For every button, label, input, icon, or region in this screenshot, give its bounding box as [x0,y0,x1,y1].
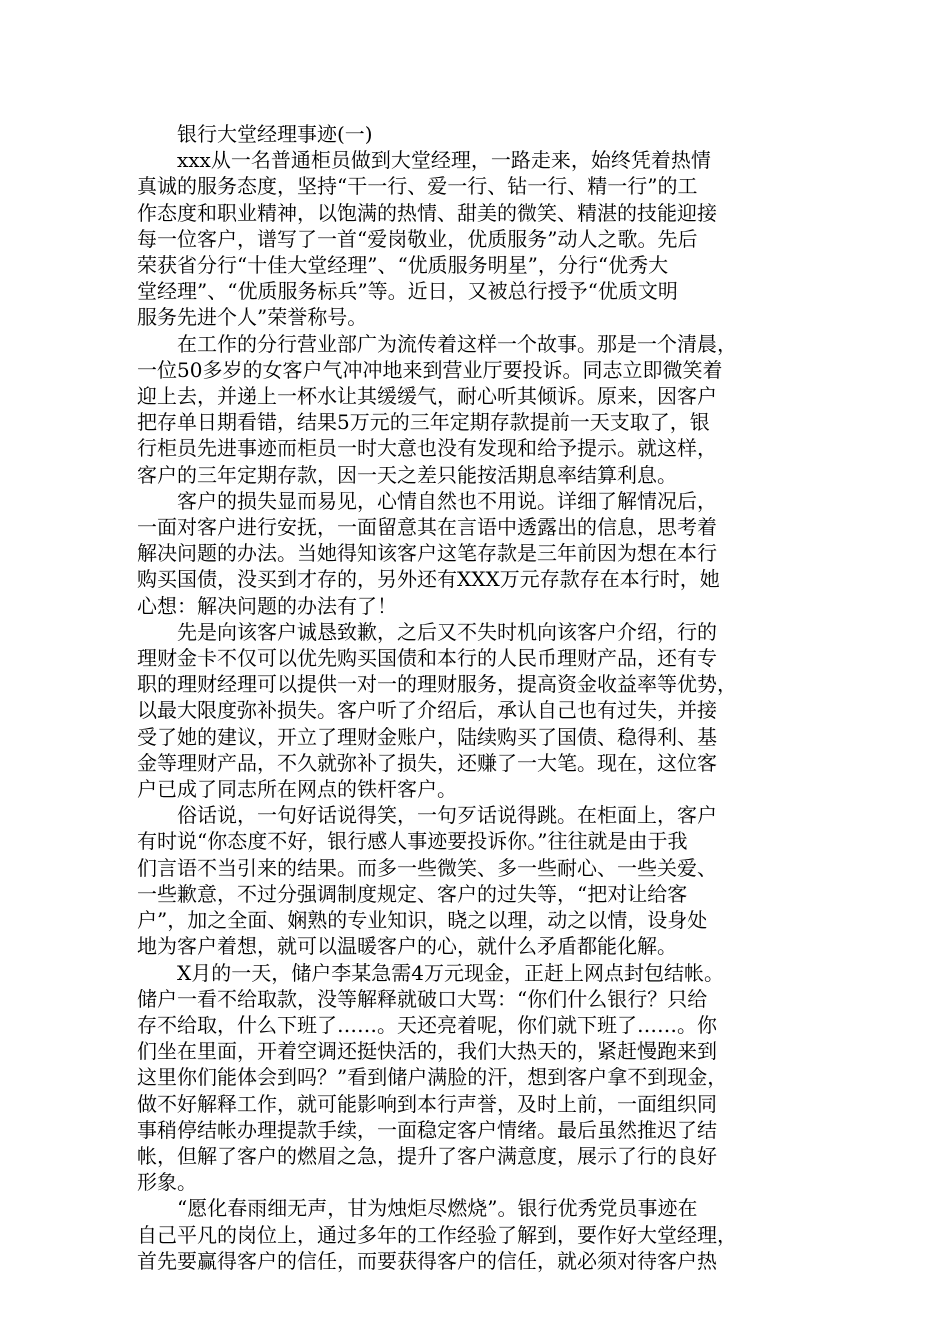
document-page [137,121,805,1274]
paragraph-5: 俗话说，一句好话说得笑，一句歹话说得跳。在柜面上，客户 有时说“你态度不好，银行感人事迹要投诉你。”往往就是由于我 们言语不当引来的结果。而多一些微笑、多一些耐心、一些关爱、 一些歉意，不过分强调制度规定、客户的过失等，“把对让给客 户”，加之全面、娴熟的专业知识，晓之以理，动之以情，设身处 地为客户着想，就可以温暖客户的心，就什么矛盾都能化解。 [137,803,717,959]
paragraph-1: xxx从一名普通柜员做到大堂经理，一路走来，始终凭着热情 真诚的服务态度，坚持“干一行、爱一行、钻一行、精一行”的工 作态度和职业精神，以饱满的热情、甜美的微笑、精湛的技能迎接 每一位客户，谱写了一首“爱岗敬业，优质服务”动人之歌。先后 荣获省分行“十佳大堂经理”、“优质服务明星”，分行“优秀大 堂经理”、“优质服务标兵”等。近日，又被总行授予“优质文明 服务先进个人”荣誉称号。 [137,148,717,330]
paragraph-6: X月的一天，储户李某急需4万元现金，正赶上网点封包结帐。 储户一看不给取款，没等解释就破口大骂：“你们什么银行？只给 存不给取，什么下班了……。天还亮着呢，你们就下班了……。你 们坐在里面，开着空调还挺快活的，我们大热天的，紧赶慢跑来到 这里你们能体会到吗？”看到储户满脸的汗，想到客户拿不到现金， 做不好解释工作，就可能影响到本行声誉，及时上前，一面组织同 事稍停结帐办理提款手续，一面稳定客户情绪。最后虽然推迟了结 帐，但解了客户的燃眉之急，提升了客户满意度，展示了行的良好 形象。 [137,960,728,1195]
paragraph-7: “愿化春雨细无声，甘为烛炬尽燃烧”。银行优秀党员事迹在 自己平凡的岗位上，通过多年的工作经验了解到，要作好大堂经理， 首先要赢得客户的信任，而要获得客户的信任，就必须对待客户热 [137,1196,737,1273]
paragraph-3: 客户的损失显而易见，心情自然也不用说。详细了解情况后， 一面对客户进行安抚，一面留意其在言语中透露出的信息，思考着 解决问题的办法。当她得知该客户这笔存款是三年前因为想在本行 购买国债，没买到才存的，另外还有XXX万元存款存在本行时，她 心想：解决问题的办法有了！ [137,488,720,618]
document-title: 银行大堂经理事迹(一) [177,122,373,146]
paragraph-4: 先是向该客户诚恳致歉，之后又不失时机向该客户介绍，行的 理财金卡不仅可以优先购买国债和本行的人民币理财产品，还有专 职的理财经理可以提供一对一的理财服务，提高资金收益率等优势， 以最大限度弥补损失。客户听了介绍后，承认自己也有过失，并接 受了她的建议，开立了理财金账户，陆续购买了国债、稳得利、基 金等理财产品，不久就弥补了损失，还赚了一大笔。现在，这位客 户已成了同志所在网点的铁杆客户。 [137,619,737,802]
paragraph-2: 在工作的分行营业部广为流传着这样一个故事。那是一个清晨， 一位50多岁的女客户气冲冲地来到营业厅要投诉。同志立即微笑着 迎上去，并递上一杯水让其缓缓气，耐心听其倾诉。原来，因客户 把存单日期看错，结果5万元的三年定期存款提前一天支取了，银 行柜员先进事迹而柜员一时大意也没有发现和给予提示。就这样， 客户的三年定期存款，因一天之差只能按活期息率结算利息。 [137,331,737,487]
